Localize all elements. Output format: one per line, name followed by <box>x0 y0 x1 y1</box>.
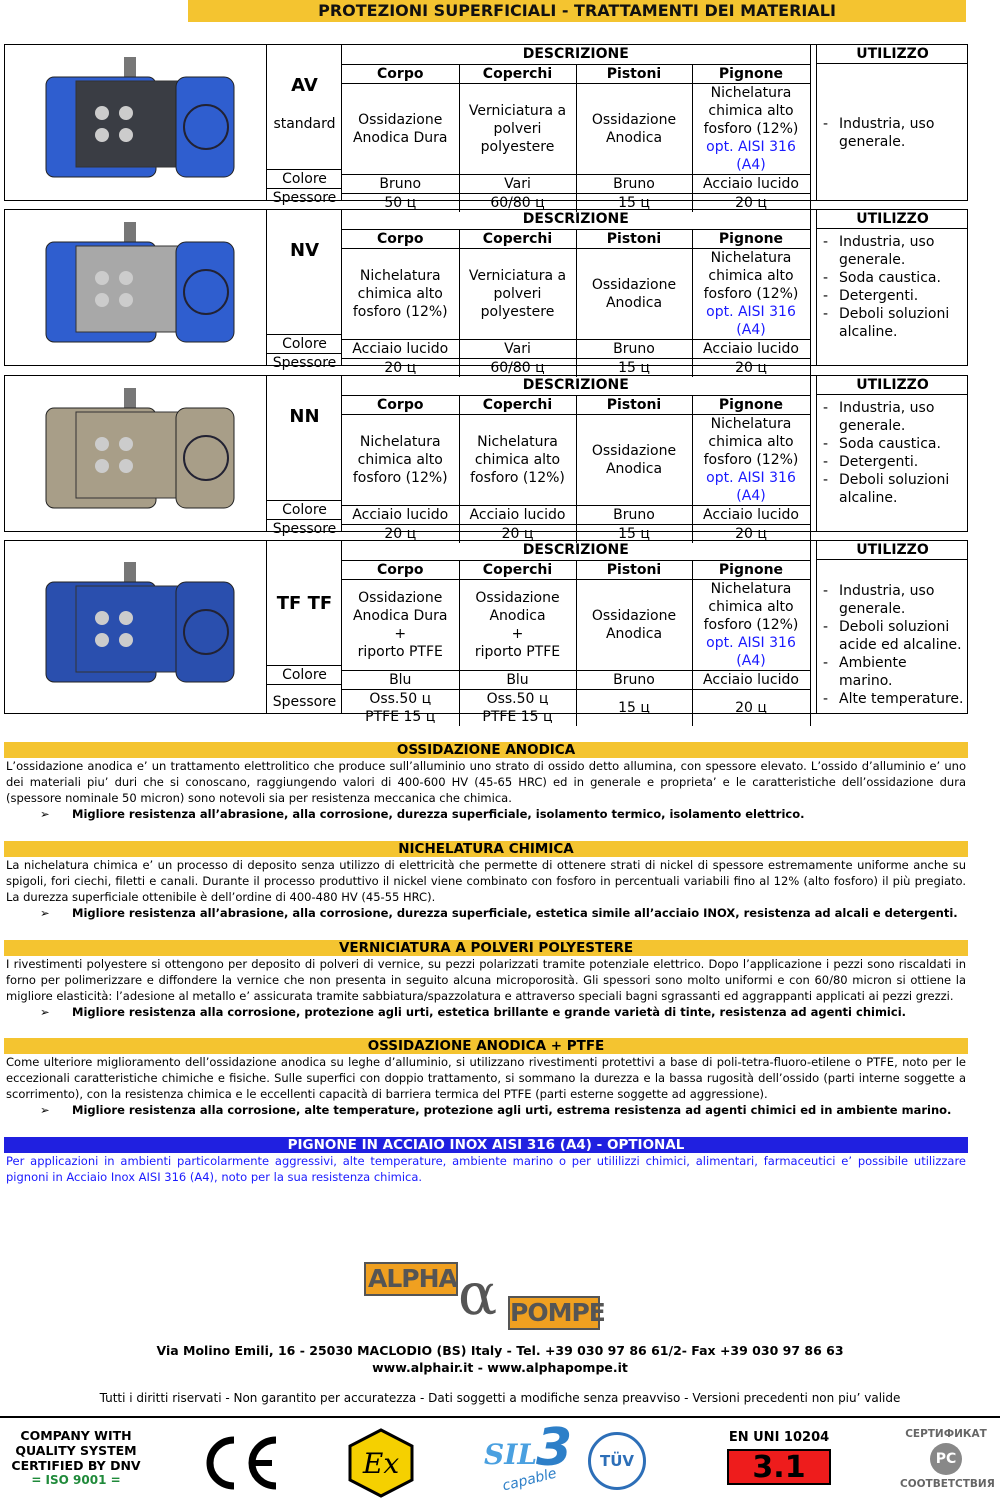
pignone-header: Pignone <box>692 560 810 579</box>
corpo-cell <box>342 83 459 174</box>
company-address: Via Molino Emili, 16 - 25030 MACLODIO (BS) Italy - Tel. +39 030 97 86 61/2- Fax +39 030 97 86 63 <box>156 1343 844 1358</box>
en-uni-10204 <box>724 1430 834 1485</box>
descrizione-header: DESCRIZIONE <box>342 541 810 560</box>
section-text: Per applicazioni in ambienti particolarmente aggressivi, alte temperature, ambiente marino o per utililizzi chimici, alimentari, farmaceutici e’ possibile utilizzare pignoni in Acciaio Inox AISI 316 (A4), noto per la sua resistenza chimica. <box>6 1154 966 1184</box>
section-text: L’ossidazione anodica e’ un trattamento elettrolitico che produce sull’alluminio uno strato di ossido detto allumina, con spessore elevato. L’ossido d’alluminio e’ uno dei materiali piu’ duri che si conoscano, raggiungendo valori di 400-600 HV (45-65 HRC) ed in generale e proprieta’ e le caratteristiche dell’ossidazione dura (spessore nominale 50 micron) sono notevoli sia per resistenza meccanica che chimica. <box>6 759 966 805</box>
spessore-cell: 15 ц <box>576 358 692 377</box>
section-text: Come ulteriore miglioramento dell’ossidazione anodica su leghe d’alluminio, si utilizzano rivestimenti protettivi a base di poli-tetra-fluoro-etilene o PTFE, noto per le eccezionali caratteristiche chimiche e fisiche. Sulle superfici con doppio trattamento, si sommano la durezza e la bassa rugosità dell’ossido (parti interne soggette a scorrimento), con la resistenza chimica e le eccellenti capacità di barriera termica del PTFE (parti esterne soggette ad aggressione). <box>6 1055 966 1101</box>
corpo-cell <box>342 579 459 670</box>
section-pignone-in-acciaio-inox-aisi-316-a4-optional <box>4 1137 968 1185</box>
coperchi-line: fosforo (12%) <box>470 469 565 486</box>
actuator-block-nn <box>4 375 968 542</box>
pignone-line: fosforo (12%) <box>703 451 799 468</box>
alpha-pompe-logo <box>364 1260 605 1334</box>
description-table <box>342 45 811 212</box>
colore-label: Colore <box>267 169 342 188</box>
section-bullet-text: Migliore resistenza all’abrasione, alla corrosione, durezza superficiale, estetica simile all’acciaio INOX, resistenza ad alcali e detergenti. <box>72 906 958 920</box>
pistoni-line: Anodica <box>605 625 663 642</box>
actuator-block-nv <box>4 209 968 376</box>
utilizzo-item: - Industria, uso generale. <box>823 582 964 618</box>
pignone-opt: opt. AISI 316 (A4) <box>706 469 796 504</box>
corpo-line: Ossidazione <box>358 111 443 128</box>
colore-cell: Bruno <box>576 505 692 524</box>
pignone-line: Nichelatura <box>710 84 792 101</box>
gost-pc-icon: PC <box>930 1443 962 1475</box>
sil-capable: capable <box>500 1465 559 1495</box>
sil3-capable-icon <box>484 1418 584 1500</box>
section-ossidazione-anodica-ptfe <box>4 1038 968 1118</box>
corpo-line: + <box>394 625 407 642</box>
utilizzo-item: - Soda caustica. <box>823 435 964 453</box>
spessore-label: Spessore <box>267 519 342 538</box>
spessore-cell <box>459 689 576 726</box>
pignone-line: chimica alto <box>708 598 794 615</box>
section-title: NICHELATURA CHIMICA <box>4 841 968 857</box>
descrizione-header: DESCRIZIONE <box>342 210 810 229</box>
section-bullet-text: Migliore resistenza all’abrasione, alla corrosione, durezza superficiale, isolamento termico, isolamento elettrico. <box>72 807 805 821</box>
colore-cell: Acciaio lucido <box>342 505 459 524</box>
colore-cell: Acciaio lucido <box>459 505 576 524</box>
utilizzo-column <box>816 45 968 200</box>
pistoni-header: Pistoni <box>576 64 692 83</box>
section-verniciatura-a-polveri-polyestere <box>4 940 968 1020</box>
section-bullet-text: Migliore resistenza alla corrosione, alte temperature, protezione agli urti, estrema resistenza ad agenti chimici ed in ambiente marino. <box>72 1103 952 1117</box>
spessore-cell: 20 ц <box>342 358 459 377</box>
coperchi-line: Verniciatura a <box>468 102 567 119</box>
cert-label-1: СЕРТИФИКАТ <box>905 1428 987 1440</box>
corpo-line: Ossidazione <box>358 589 443 606</box>
disclaimer: Tutti i diritti riservati - Non garantito per accuratezza - Dati soggetti a modifiche senza preavviso - Versioni precedenti non piu’ valide <box>99 1391 901 1405</box>
pistoni-line: Anodica <box>605 294 663 311</box>
atex-ex-icon <box>348 1428 414 1498</box>
corpo-line: Nichelatura <box>359 267 441 284</box>
section-bullet <box>4 1004 968 1020</box>
section-text: La nichelatura chimica e’ un processo di deposito senza utilizzo di elettricità che permette di ottenere strati di nickel di spessore estremamente uniforme anche su spigoli, fori ciechi, filetti e canali. Durante il processo produttivo il nickel viene combinato con fosforo in percentuali variabili fino al 12% (alto fosforo) il più pregiato. La durezza superficiale ottenibile è dell’ordine di 400-480 HV (45-55 HRC). <box>6 858 966 904</box>
spessore-cell: 50 ц <box>342 193 459 212</box>
pignone-line: Nichelatura <box>710 249 792 266</box>
section-title: OSSIDAZIONE ANODICA + PTFE <box>4 1038 968 1054</box>
corpo-header: Corpo <box>342 64 459 83</box>
actuator-photo <box>5 541 267 713</box>
colore-label: Colore <box>267 334 342 353</box>
pignone-cell <box>692 414 810 505</box>
en-uni-value: 3.1 <box>727 1449 831 1485</box>
code-column <box>267 541 342 713</box>
pignone-header: Pignone <box>692 229 810 248</box>
spessore-cell: 20 ц <box>342 524 459 543</box>
utilizzo-item: - Industria, uso generale. <box>823 399 964 435</box>
dnv-line-1: COMPANY WITH <box>20 1428 132 1443</box>
corpo-line: Anodica Dura <box>352 129 448 146</box>
spessore-line: Oss.50 ц <box>369 690 432 707</box>
corpo-header: Corpo <box>342 229 459 248</box>
spessore-cell: 15 ц <box>576 689 692 726</box>
section-title: PIGNONE IN ACCIAIO INOX AISI 316 (A4) - OPTIONAL <box>4 1137 968 1153</box>
pignone-cell <box>692 248 810 339</box>
coperchi-line: Nichelatura <box>477 433 558 450</box>
actuator-code: NV <box>290 240 319 261</box>
section-nichelatura-chimica <box>4 841 968 921</box>
spessore-cell: 20 ц <box>692 358 810 377</box>
code-column <box>267 376 342 537</box>
utilizzo-item: - Soda caustica. <box>823 269 964 287</box>
code-column <box>267 210 342 371</box>
spessore-line: Oss.50 ц <box>486 690 549 707</box>
colore-cell: Acciaio lucido <box>692 670 810 689</box>
cert-label-2: СООТВЕТСТВИЯ <box>900 1478 995 1490</box>
coperchi-line: + <box>511 625 524 642</box>
colore-cell: Bruno <box>342 174 459 193</box>
description-table <box>342 210 811 377</box>
pignone-opt: opt. AISI 316 (A4) <box>706 634 796 669</box>
colore-cell: Bruno <box>576 670 692 689</box>
arrow-bullet-icon: ➢ <box>40 807 50 821</box>
pistoni-line: Ossidazione <box>591 607 677 624</box>
coperchi-line: riporto PTFE <box>474 643 561 660</box>
coperchi-line: chimica alto <box>474 451 561 468</box>
spessore-cell: 20 ц <box>692 193 810 212</box>
sil-label: SIL <box>484 1438 538 1471</box>
utilizzo-item: - Deboli soluzioni alcaline. <box>823 305 964 341</box>
pistoni-header: Pistoni <box>576 229 692 248</box>
description-table <box>342 376 811 543</box>
arrow-bullet-icon: ➢ <box>40 1005 50 1019</box>
colore-label: Colore <box>267 665 342 684</box>
pignone-line: Nichelatura <box>710 580 792 597</box>
spessore-cell: 20 ц <box>459 524 576 543</box>
pistoni-line: Anodica <box>605 129 663 146</box>
actuator-photo <box>5 210 267 365</box>
corpo-line: Anodica Dura <box>352 607 448 624</box>
utilizzo-header: UTILIZZO <box>817 376 968 395</box>
pignone-header: Pignone <box>692 64 810 83</box>
tuv-icon <box>588 1432 646 1490</box>
coperchi-cell <box>459 83 576 174</box>
spessore-cell: 20 ц <box>692 524 810 543</box>
dnv-certification <box>6 1428 146 1488</box>
utilizzo-column <box>816 541 968 713</box>
corpo-line: riporto PTFE <box>357 643 443 660</box>
certification-footer <box>0 1416 1000 1501</box>
coperchi-line: polveri <box>493 120 542 137</box>
colore-cell: Blu <box>459 670 576 689</box>
spessore-cell: 60/80 ц <box>459 358 576 377</box>
utilizzo-item: - Detergenti. <box>823 453 964 471</box>
coperchi-header: Coperchi <box>459 64 576 83</box>
section-bullet-text: Migliore resistenza alla corrosione, protezione agli urti, estetica brillante e grande varietà di tinte, resistenza ad agenti chimici. <box>72 1005 907 1019</box>
sil-number: 3 <box>536 1418 573 1478</box>
utilizzo-item: - Detergenti. <box>823 287 964 305</box>
corpo-line: fosforo (12%) <box>352 469 448 486</box>
corpo-line: Nichelatura <box>359 433 441 450</box>
section-bullet <box>4 806 968 822</box>
actuator-code-sub: standard <box>273 116 336 132</box>
pignone-line: chimica alto <box>708 433 794 450</box>
descrizione-header: DESCRIZIONE <box>342 376 810 395</box>
logo-alpha-symbol: α <box>458 1260 498 1328</box>
spessore-cell: 15 ц <box>576 524 692 543</box>
utilizzo-item: - Deboli soluzioni alcaline. <box>823 471 964 507</box>
utilizzo-item: - Industria, uso generale. <box>823 233 964 269</box>
corpo-line: fosforo (12%) <box>352 303 448 320</box>
spessore-label: Spessore <box>267 684 342 720</box>
descrizione-header: DESCRIZIONE <box>342 45 810 64</box>
colore-cell: Acciaio lucido <box>692 505 810 524</box>
actuator-photo <box>5 376 267 531</box>
section-bullet <box>4 1102 968 1118</box>
corpo-header: Corpo <box>342 395 459 414</box>
pignone-cell <box>692 83 810 174</box>
section-ossidazione-anodica <box>4 742 968 822</box>
corpo-cell <box>342 248 459 339</box>
page-title: PROTEZIONI SUPERFICIALI - TRATTAMENTI DEI MATERIALI <box>188 0 966 22</box>
corpo-header: Corpo <box>342 560 459 579</box>
pignone-line: fosforo (12%) <box>703 285 799 302</box>
spessore-label: Spessore <box>267 188 342 207</box>
en-uni-label: EN UNI 10204 <box>728 1430 830 1445</box>
corpo-cell <box>342 414 459 505</box>
arrow-bullet-icon: ➢ <box>40 906 50 920</box>
actuator-code: AV <box>291 75 318 96</box>
utilizzo-item: - Ambiente marino. <box>823 654 964 690</box>
dnv-line-3: CERTIFIED BY DNV <box>11 1458 141 1473</box>
colore-cell: Acciaio lucido <box>692 339 810 358</box>
actuator-photo <box>5 45 267 200</box>
pignone-line: chimica alto <box>708 102 794 119</box>
coperchi-header: Coperchi <box>459 395 576 414</box>
coperchi-line: Ossidazione <box>475 589 560 606</box>
pistoni-line: Anodica <box>605 460 663 477</box>
actuator-code: NN <box>289 406 320 427</box>
section-text: I rivestimenti polyestere si ottengono per deposito di polveri di vernice, su pezzi polarizzati tramite potenziale elettrico. Dopo l’applicazione i pezzi sono riscaldati in forno per polimerizzare e diffondere la vernice che non presenta in seguito alcuna microporosità. Gli spessori sono molto uniformi e con 60/80 micron si ottiene la migliore elasticità: l’adesione al metallo e’ assicurata tramite sabbiatura/spazzolatura e attraverso speciali bagni sgrassanti ed aggrappanti applicati ai pezzi grezzi. <box>6 957 966 1003</box>
utilizzo-header: UTILIZZO <box>817 541 968 560</box>
pignone-header: Pignone <box>692 395 810 414</box>
coperchi-header: Coperchi <box>459 229 576 248</box>
colore-cell: Acciaio lucido <box>692 174 810 193</box>
coperchi-line: Verniciatura a <box>468 267 567 284</box>
pignone-line: fosforo (12%) <box>703 616 799 633</box>
pistoni-cell <box>576 579 692 670</box>
arrow-bullet-icon: ➢ <box>40 1103 50 1117</box>
coperchi-line: polyestere <box>480 303 555 320</box>
spessore-cell: 15 ц <box>576 193 692 212</box>
pistoni-line: Ossidazione <box>591 111 677 128</box>
actuator-block-av <box>4 44 968 211</box>
coperchi-cell <box>459 414 576 505</box>
logo-pompe: POMPE <box>510 1298 605 1327</box>
pistoni-header: Pistoni <box>576 395 692 414</box>
iso-9001-label: = ISO 9001 = <box>31 1473 121 1487</box>
utilizzo-item: - Deboli soluzioni acide ed alcaline. <box>823 618 964 654</box>
utilizzo-header: UTILIZZO <box>817 210 968 229</box>
description-table <box>342 541 811 726</box>
pistoni-cell <box>576 248 692 339</box>
colore-cell: Bruno <box>576 339 692 358</box>
spessore-line: PTFE 15 ц <box>482 708 553 725</box>
coperchi-cell <box>459 248 576 339</box>
section-title: OSSIDAZIONE ANODICA <box>4 742 968 758</box>
pistoni-line: Ossidazione <box>591 276 677 293</box>
colore-cell: Vari <box>459 339 576 358</box>
utilizzo-item: - Industria, uso generale. <box>823 115 964 151</box>
coperchi-cell <box>459 579 576 670</box>
pignone-line: Nichelatura <box>710 415 792 432</box>
pignone-opt: opt. AISI 316 (A4) <box>706 138 796 173</box>
logo-alpha: ALPHA <box>368 1264 457 1293</box>
pistoni-header: Pistoni <box>576 560 692 579</box>
pignone-cell <box>692 579 810 670</box>
spessore-label: Spessore <box>267 353 342 372</box>
colore-label: Colore <box>267 500 342 519</box>
pignone-line: fosforo (12%) <box>703 120 799 137</box>
colore-cell: Bruno <box>576 174 692 193</box>
spessore-cell: 20 ц <box>692 689 810 726</box>
actuator-code: TF TF <box>276 593 333 614</box>
spessore-cell: 60/80 ц <box>459 193 576 212</box>
colore-cell: Acciaio lucido <box>342 339 459 358</box>
pistoni-cell <box>576 83 692 174</box>
coperchi-line: Anodica <box>489 607 546 624</box>
pistoni-line: Ossidazione <box>591 442 677 459</box>
utilizzo-item: - Alte temperature. <box>823 690 964 708</box>
section-bullet <box>4 905 968 921</box>
pistoni-cell <box>576 414 692 505</box>
code-column <box>267 45 342 206</box>
corpo-line: chimica alto <box>357 285 443 302</box>
coperchi-line: polyestere <box>480 138 555 155</box>
colore-cell: Blu <box>342 670 459 689</box>
company-web: www.alphair.it - www.alphapompe.it <box>372 1360 628 1375</box>
gost-certificate <box>900 1428 995 1490</box>
utilizzo-header: UTILIZZO <box>817 45 968 64</box>
coperchi-header: Coperchi <box>459 560 576 579</box>
pignone-line: chimica alto <box>708 267 794 284</box>
section-title: VERNICIATURA A POLVERI POLYESTERE <box>4 940 968 956</box>
tuv-label: TÜV <box>599 1452 635 1470</box>
spessore-line: PTFE 15 ц <box>365 708 436 725</box>
svg-text:Ex: Ex <box>362 1447 400 1480</box>
corpo-line: chimica alto <box>357 451 443 468</box>
coperchi-line: polveri <box>493 285 542 302</box>
ce-mark-icon <box>198 1434 280 1492</box>
utilizzo-column <box>816 376 968 531</box>
dnv-line-2: QUALITY SYSTEM <box>15 1443 137 1458</box>
spessore-cell <box>342 689 459 726</box>
utilizzo-column <box>816 210 968 365</box>
colore-cell: Vari <box>459 174 576 193</box>
actuator-block-tf-tf <box>4 540 968 725</box>
pignone-opt: opt. AISI 316 (A4) <box>706 303 796 338</box>
